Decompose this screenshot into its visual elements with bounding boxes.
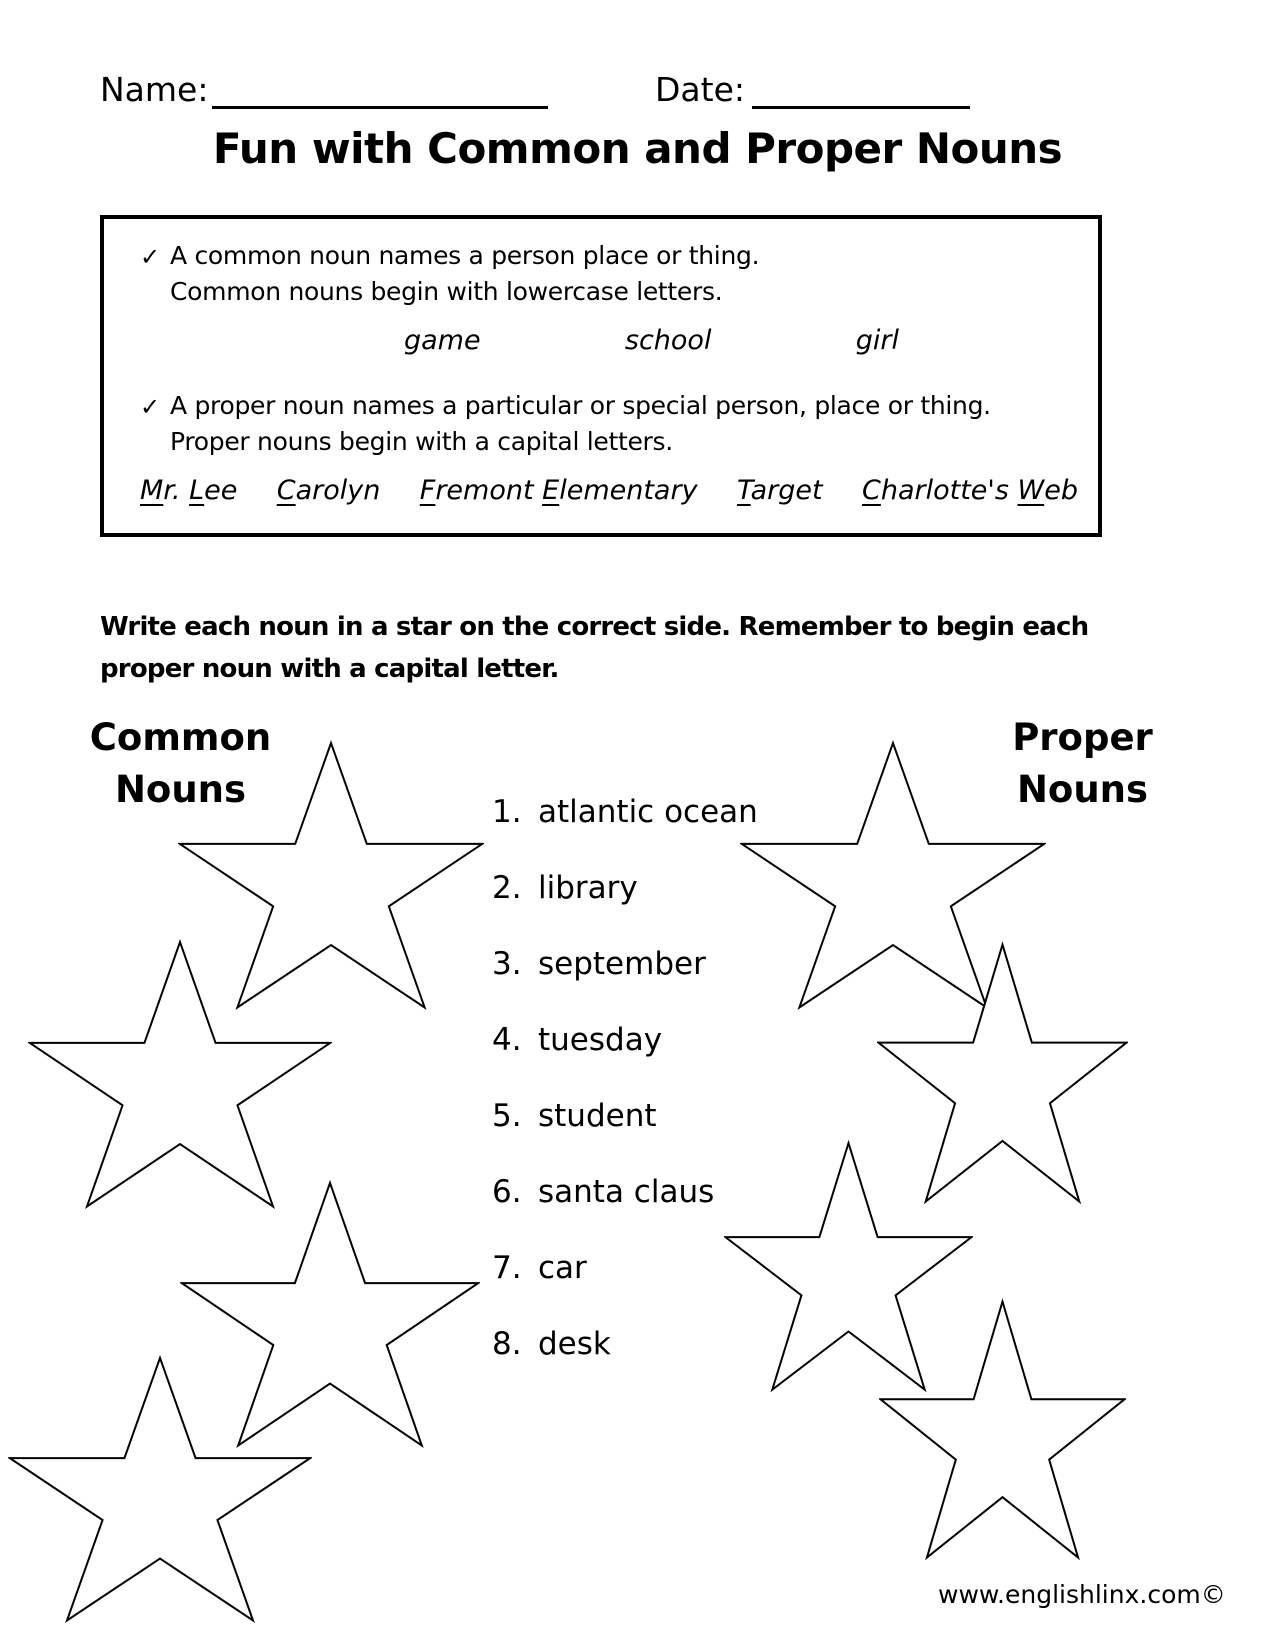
list-item-word: car bbox=[538, 1250, 587, 1286]
proper-noun-example: Carolyn bbox=[276, 475, 381, 506]
proper-nouns-header-line1: Proper bbox=[1012, 716, 1153, 759]
list-item-word: september bbox=[538, 946, 706, 982]
common-nouns-header-line2: Nouns bbox=[114, 768, 247, 811]
common-rule-line2: Common nouns begin with lowercase letters. bbox=[170, 277, 723, 306]
list-item-number: 4. bbox=[492, 1022, 522, 1058]
word-list-item bbox=[492, 1100, 758, 1132]
common-rule-line1: A common noun names a person place or thing. bbox=[170, 241, 760, 270]
list-item-word: santa claus bbox=[538, 1174, 715, 1210]
list-item-number: 8. bbox=[492, 1326, 522, 1362]
list-item-number: 3. bbox=[492, 946, 522, 982]
footer-url: www.englishlinx.com© bbox=[938, 1580, 1226, 1609]
list-item-word: library bbox=[538, 870, 638, 906]
proper-star-4 star-icon[interactable] bbox=[879, 1288, 1126, 1560]
list-item-number: 7. bbox=[492, 1250, 522, 1286]
common-noun-example: game bbox=[404, 325, 481, 356]
proper-noun-example: Fremont Elementary bbox=[419, 475, 698, 506]
common-noun-example: school bbox=[624, 325, 712, 356]
common-star-4 star-icon[interactable] bbox=[8, 1344, 312, 1623]
proper-nouns-header-line2: Nouns bbox=[1016, 768, 1149, 811]
instructions-text: Write each noun in a star on the correct side. Remember to begin each proper noun with a capital letter. bbox=[100, 612, 1089, 684]
proper-rule-line2: Proper nouns begin with a capital letters. bbox=[170, 427, 673, 456]
word-list-item bbox=[492, 1024, 758, 1056]
common-noun-examples bbox=[404, 325, 899, 356]
proper-noun-examples bbox=[140, 475, 1078, 506]
list-item-number: 2. bbox=[492, 870, 522, 906]
name-blank[interactable] bbox=[212, 70, 548, 109]
word-list-item bbox=[492, 948, 758, 980]
word-list-item bbox=[492, 872, 758, 904]
word-list-item bbox=[492, 1176, 758, 1208]
list-item-word: atlantic ocean bbox=[538, 794, 758, 830]
proper-noun-example: Charlotte's Web bbox=[862, 475, 1078, 506]
common-nouns-header-line1: Common bbox=[89, 716, 272, 759]
word-list-item bbox=[492, 796, 758, 828]
checkmark-icon: ✓ bbox=[140, 393, 161, 421]
checkmark-icon: ✓ bbox=[140, 243, 161, 271]
list-item-number: 1. bbox=[492, 794, 522, 830]
list-item-word: tuesday bbox=[538, 1022, 663, 1058]
list-item-word: student bbox=[538, 1098, 657, 1134]
noun-word-list bbox=[492, 796, 758, 1404]
word-list-item bbox=[492, 1252, 758, 1284]
list-item-word: desk bbox=[538, 1326, 611, 1362]
proper-noun-example: Mr. Lee bbox=[140, 475, 238, 506]
rules-box bbox=[100, 215, 1102, 537]
list-item-number: 5. bbox=[492, 1098, 522, 1134]
date-blank[interactable] bbox=[752, 70, 970, 109]
proper-rule-line1: A proper noun names a particular or special person, place or thing. bbox=[170, 391, 991, 420]
date-label: Date: bbox=[655, 70, 745, 109]
word-list-item bbox=[492, 1328, 758, 1360]
common-noun-example: girl bbox=[855, 325, 899, 356]
list-item-number: 6. bbox=[492, 1174, 522, 1210]
name-label: Name: bbox=[100, 70, 209, 109]
common-star-2 star-icon[interactable] bbox=[28, 928, 332, 1209]
page-title: Fun with Common and Proper Nouns bbox=[212, 124, 1063, 173]
proper-noun-example: Target bbox=[736, 475, 823, 506]
